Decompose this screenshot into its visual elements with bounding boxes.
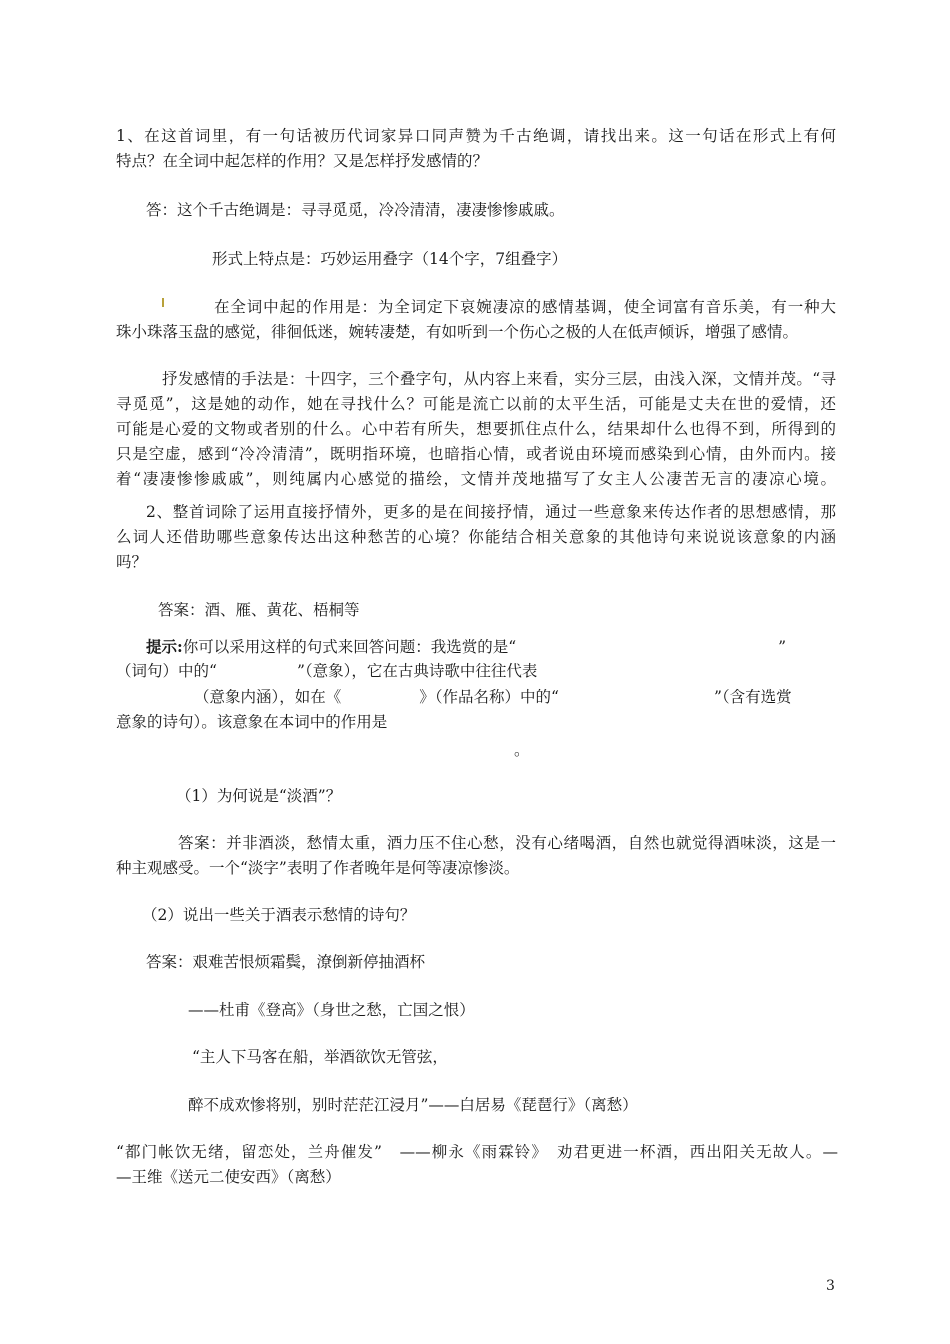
stray-mark (162, 298, 164, 307)
answer-1-technique-line-3: 可能是心爱的文物或者别的什么。心中若有所失，想要抓住点什么，结果却什么也得不到，所得到的 (116, 420, 836, 438)
hint-line-5: 。 (514, 741, 530, 759)
question-2-line-1: 2、整首词除了运用直接抒情外，更多的是在间接抒情，通过一些意象来传达作者的思想感情，那 (146, 503, 836, 521)
sub-answer-1-line-2: 种主观感受。一个“淡字”表明了作者晚年是何等凄凉惨淡。 (116, 859, 520, 877)
sub-answer-2: 答案：艰难苦恨烦霜鬓，潦倒新停抽酒杯 (146, 953, 426, 971)
answer-1-technique-line-4: 只是空虚，感到“冷冷清清”，既明指环境，也暗指心情，或者说由环境而感染到心情，由外而内。接 (116, 445, 836, 463)
poem-source-1: ——杜甫《登高》（身世之愁，亡国之恨） (188, 1001, 475, 1019)
hint-line-1-quote: ” (778, 638, 787, 656)
answer-1-role-line-1: 在全词中起的作用是：为全词定下哀婉凄凉的感情基调，使全词富有音乐美，有一种大 (214, 298, 836, 316)
hint-line-1 (146, 634, 836, 660)
question-2-line-2: 么词人还借助哪些意象传达出这种愁苦的心境？你能结合相关意象的其他诗句来说说该意象的内涵 (116, 528, 836, 546)
hint-line-3-text-a: （意象内涵），如在《 (194, 688, 342, 706)
poem-line-2: 醉不成欢惨将别，别时茫茫江浸月”——白居易《琵琶行》（离愁） (188, 1096, 638, 1114)
question-1-line-1: 1、在这首词里，有一句话被历代词家异口同声赞为千古绝调，请找出来。这一句话在形式上有何 (116, 127, 836, 145)
hint-line-2 (116, 659, 836, 684)
sub-question-1: （1）为何说是“淡酒”？ (176, 787, 342, 805)
answer-2: 答案：酒、雁、黄花、梧桐等 (158, 601, 360, 619)
answer-1: 答：这个千古绝调是：寻寻觅觅，冷冷清清，凄凄惨惨戚戚。 (146, 201, 565, 219)
question-2-line-3: 吗？ (116, 553, 148, 571)
hint-line-1-text: 你可以采用这样的句式来回答问题：我选赏的是“ (182, 638, 517, 656)
sub-answer-1-line-1: 答案：并非酒淡，愁情太重，酒力压不住心愁，没有心绪喝酒，自然也就觉得酒味淡，这是一 (178, 834, 836, 852)
answer-1-technique-line-2: 寻觅觅”，这是她的动作，她在寻找什么？可能是流亡以前的太平生活，可能是丈夫在世的爱情，还 (116, 395, 836, 413)
page-number: 3 (826, 1278, 835, 1294)
answer-1-role-line-2: 珠小珠落玉盘的感觉，徘徊低迷，婉转凄楚，有如听到一个伤心之极的人在低声倾诉，增强了感情。 (116, 323, 799, 341)
poem-last-line-1: “都门帐饮无绪，留恋处，兰舟催发” ——柳永《雨霖铃》 劝君更进一杯酒，西出阳关无故人。— (116, 1143, 838, 1161)
answer-1-form: 形式上特点是：巧妙运用叠字（14个字，7组叠字） (212, 250, 568, 268)
hint-line-2-text-a: （词句）中的“ (116, 662, 217, 680)
poem-last-line-2: —王维《送元二使安西》（离愁） (116, 1168, 341, 1186)
hint-line-3 (116, 685, 836, 710)
poem-line-1: “主人下马客在船，举酒欲饮无管弦， (192, 1048, 448, 1066)
answer-1-technique-line-1: 抒发感情的手法是：十四字，三个叠字句，从内容上来看，实分三层，由浅入深，文情并茂。“寻 (162, 370, 836, 388)
sub-question-2: （2）说出一些关于酒表示愁情的诗句？ (142, 906, 416, 924)
question-1-line-2: 特点？在全词中起怎样的作用？又是怎样抒发感情的？ (116, 152, 489, 170)
hint-line-3-text-b: 》（作品名称）中的“ (419, 688, 559, 706)
hint-line-3-text-c: ”（含有选赏 (713, 688, 792, 706)
answer-1-technique-line-5: 着“凄凄惨惨戚戚”，则纯属内心感觉的描绘，文情并茂地描写了女主人公凄苦无言的凄凉心境。 (116, 470, 836, 488)
hint-label: 提示: (146, 637, 183, 656)
hint-line-4: 意象的诗句）。该意象在本词中的作用是 (116, 713, 388, 731)
hint-line-2-text-b: ”（意象），它在古典诗歌中往往代表 (296, 662, 538, 680)
